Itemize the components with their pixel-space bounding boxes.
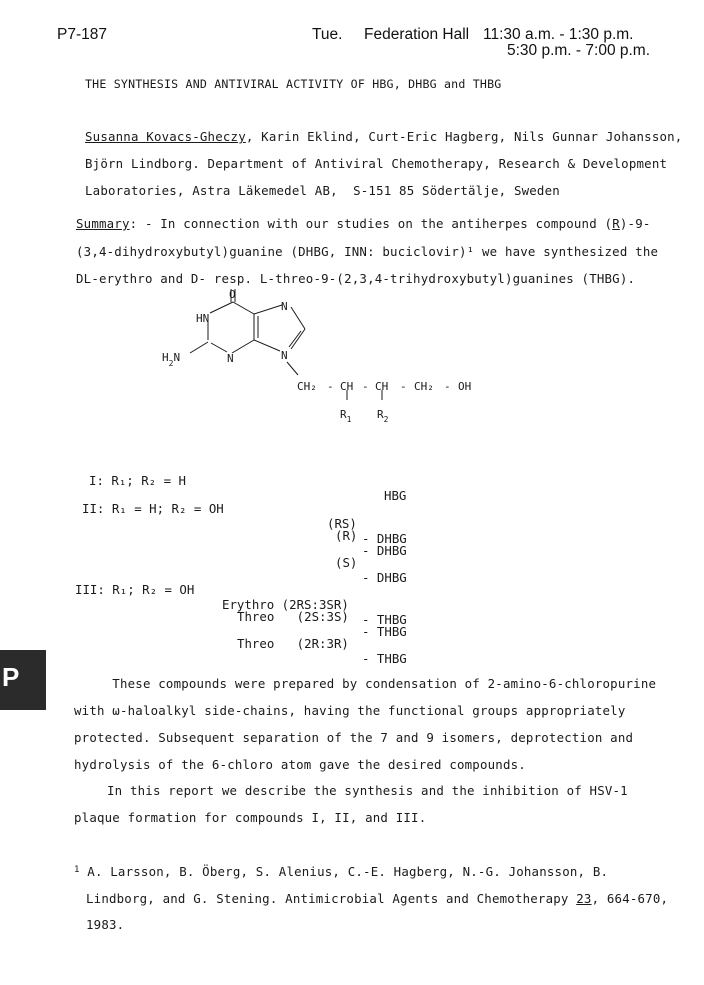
- n3-label: N: [227, 352, 234, 365]
- amino-label: $H_2N$: [162, 351, 181, 368]
- config: Threo (2S:3S): [237, 609, 349, 624]
- config: (R): [335, 528, 358, 543]
- summary-line-2: (3,4-dihydroxybutyl)guanine (DHBG, INN: buciclovir)¹ we have synthesized the: [76, 244, 659, 259]
- footnote-line-2: [86, 891, 668, 906]
- section-tab-letter: P: [2, 662, 20, 692]
- roman: II: R₁ = H; R₂ = OH: [82, 501, 224, 516]
- footnote-text-2: Lindborg, and G. Stening. Antimicrobial Agents and Chemotherapy: [86, 891, 577, 906]
- chain-ch2-b: CH₂: [414, 380, 434, 393]
- summary-text: : - In connection with our studies on the antiherpes compound (: [129, 216, 613, 231]
- oxygen-label: O: [229, 288, 236, 301]
- section-tab: [0, 650, 46, 710]
- compound-name: - THBG: [362, 624, 407, 639]
- r1-label: $R_1$: [340, 408, 352, 424]
- n9-label: N: [281, 349, 288, 362]
- chain-ch2-a: CH₂: [297, 380, 317, 393]
- hn-label: HN: [196, 312, 210, 325]
- body-line-2: with ω-haloalkyl side-chains, having the functional groups appropriately: [74, 703, 626, 718]
- r2-label: $R_2$: [377, 408, 389, 424]
- config: Threo (2R:3R): [237, 636, 349, 651]
- authors-line-3: Laboratories, Astra Läkemedel AB, S-151 85 Södertälje, Sweden: [85, 183, 560, 198]
- session-venue: Federation Hall: [364, 26, 470, 43]
- roman: I: R₁; R₂ = H: [89, 473, 186, 488]
- body-line-4: hydrolysis of the 6-chloro atom gave the desired compounds.: [74, 757, 526, 772]
- n7-label: N: [281, 300, 288, 313]
- chain-dash-3: -: [400, 380, 407, 393]
- compound-name: - DHBG: [362, 570, 407, 585]
- footnote-line-3: 1983.: [86, 917, 125, 932]
- compound-name: - THBG: [362, 651, 407, 666]
- body-line-5: In this report we describe the synthesis and the inhibition of HSV-1: [84, 783, 628, 798]
- chain-dash-2: -: [362, 380, 369, 393]
- compound-name: HBG: [384, 488, 407, 503]
- summary-line-1: [76, 216, 651, 231]
- footnote-pages: , 664-670,: [591, 891, 669, 906]
- abstract-title: THE SYNTHESIS AND ANTIVIRAL ACTIVITY OF HBG, DHBG and THBG: [85, 77, 502, 91]
- session-code: P7-187: [57, 26, 107, 43]
- compound-name: - DHBG: [362, 543, 407, 558]
- journal-volume: 23: [576, 891, 592, 906]
- config: Erythro (2RS:3SR): [222, 597, 349, 612]
- lead-author: Susanna Kovacs-Gheczy: [85, 129, 246, 144]
- guanine-structure: [150, 285, 670, 425]
- amino-h: H: [162, 351, 169, 364]
- compound-name: - DHBG: [362, 531, 407, 546]
- authors-line-1: [85, 129, 682, 144]
- r2-letter: R: [377, 408, 384, 421]
- session-time-1: 11:30 a.m. - 1:30 p.m.: [483, 26, 634, 43]
- r-config: R: [612, 216, 620, 231]
- summary-label: Summary: [76, 216, 130, 231]
- session-time-2: 5:30 p.m. - 7:00 p.m.: [507, 42, 651, 59]
- r1-letter: R: [340, 408, 347, 421]
- compound-name: - THBG: [362, 612, 407, 627]
- footnote-line-1: [74, 864, 608, 879]
- body-line-3: protected. Subsequent separation of the 7 and 9 isomers, deprotection and: [74, 730, 634, 745]
- session-day: Tue.: [312, 26, 343, 43]
- body-line-1: These compounds were prepared by condensation of 2-amino-6-chloropurine: [74, 676, 657, 691]
- summary-line-3: DL-erythro and D- resp. L-threo-9-(2,3,4-trihydroxybutyl)guanines (THBG).: [76, 271, 636, 286]
- chain-ch-1: CH: [340, 380, 354, 393]
- config: (S): [335, 555, 358, 570]
- chain-dash-4: -: [444, 380, 451, 393]
- roman: III: R₁; R₂ = OH: [75, 582, 195, 597]
- summary-text-end: )-9-: [619, 216, 651, 231]
- chain-dash-1: -: [327, 380, 334, 393]
- footnote-mark: 1: [74, 865, 80, 875]
- body-line-6: plaque formation for compounds I, II, and III.: [74, 810, 427, 825]
- authors-line-2: Björn Lindborg. Department of Antiviral Chemotherapy, Research & Development: [85, 156, 668, 171]
- chain-oh: OH: [458, 380, 472, 393]
- footnote-text-1: A. Larsson, B. Öberg, S. Alenius, C.-E. Hagberg, N.-G. Johansson, B.: [79, 864, 609, 879]
- side-chain: [297, 380, 471, 393]
- chain-ch-2: CH: [375, 380, 389, 393]
- config: (RS): [327, 516, 357, 531]
- authors-rest: , Karin Eklind, Curt-Eric Hagberg, Nils Gunnar Johansson,: [245, 129, 683, 144]
